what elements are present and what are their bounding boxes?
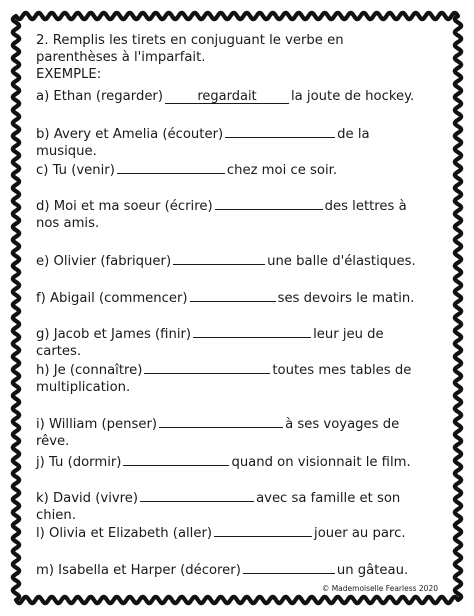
example-suffix: la joute de hockey. [291,89,415,104]
answer-blank[interactable] [144,360,270,374]
list-item [36,288,428,307]
item-suffix: des lettres à nos amis. [36,199,407,231]
item-prefix: j) Tu (dormir) [36,455,122,470]
list-item [36,414,428,450]
answer-blank[interactable] [243,560,335,574]
list-item [36,251,428,270]
item-suffix: à ses voyages de rêve. [36,417,400,449]
item-suffix: jouer au parc. [314,526,406,541]
item-suffix: leur jeu de cartes. [36,327,384,359]
instruction-text: 2. Remplis les tirets en conjuguant le verbe en parenthèses à l'imparfait. [36,33,344,65]
worksheet [36,32,428,578]
item-prefix: i) William (penser) [36,417,158,432]
item-prefix: l) Olivia et Elizabeth (aller) [36,526,213,541]
list-item [36,360,428,396]
list-item [36,488,428,524]
answer-blank[interactable] [123,452,229,466]
item-suffix: toutes mes tables de multiplication. [36,363,412,395]
item-prefix: c) Tu (venir) [36,163,115,178]
item-suffix: un gâteau. [336,563,409,578]
list-item [36,196,428,232]
answer-blank[interactable] [214,523,312,537]
copyright-text: © Mademoiselle Fearless 2020 [321,584,438,593]
item-suffix: avec sa famille et son chien. [36,491,401,523]
item-suffix: une balle d'élastiques. [267,254,416,269]
item-suffix: quand on visionnait le film. [231,455,411,470]
answer-blank[interactable] [225,124,335,138]
item-prefix: f) Abigail (commencer) [36,291,188,306]
item-prefix: k) David (vivre) [36,491,139,506]
answer-blank[interactable] [159,414,283,428]
item-prefix: d) Moi et ma soeur (écrire) [36,199,213,214]
item-prefix: m) Isabella et Harper (décorer) [36,563,241,578]
item-suffix: de la musique. [36,127,370,159]
list-item [36,124,428,160]
item-prefix: b) Avery et Amelia (écouter) [36,127,224,142]
answer-blank[interactable] [190,288,276,302]
list-item [36,523,428,542]
item-prefix: g) Jacob et James (finir) [36,327,192,342]
item-suffix: chez moi ce soir. [226,163,338,178]
answer-blank[interactable] [140,488,254,502]
example-line [36,88,428,105]
item-prefix: h) Je (connaître) [36,363,143,378]
list-item [36,324,428,360]
answer-blank[interactable] [193,324,311,338]
answer-blank[interactable] [117,160,225,174]
list-item [36,560,428,579]
item-suffix: ses devoirs le matin. [277,291,415,306]
list-item [36,452,428,471]
example-label: EXEMPLE: [36,67,102,82]
item-prefix: e) Olivier (fabriquer) [36,254,172,269]
example-answer-blank: regardait [165,90,289,104]
answer-blank[interactable] [215,196,323,210]
answer-blank[interactable] [173,251,265,265]
list-item [36,160,428,179]
example-prefix: a) Ethan (regarder) [36,89,163,104]
